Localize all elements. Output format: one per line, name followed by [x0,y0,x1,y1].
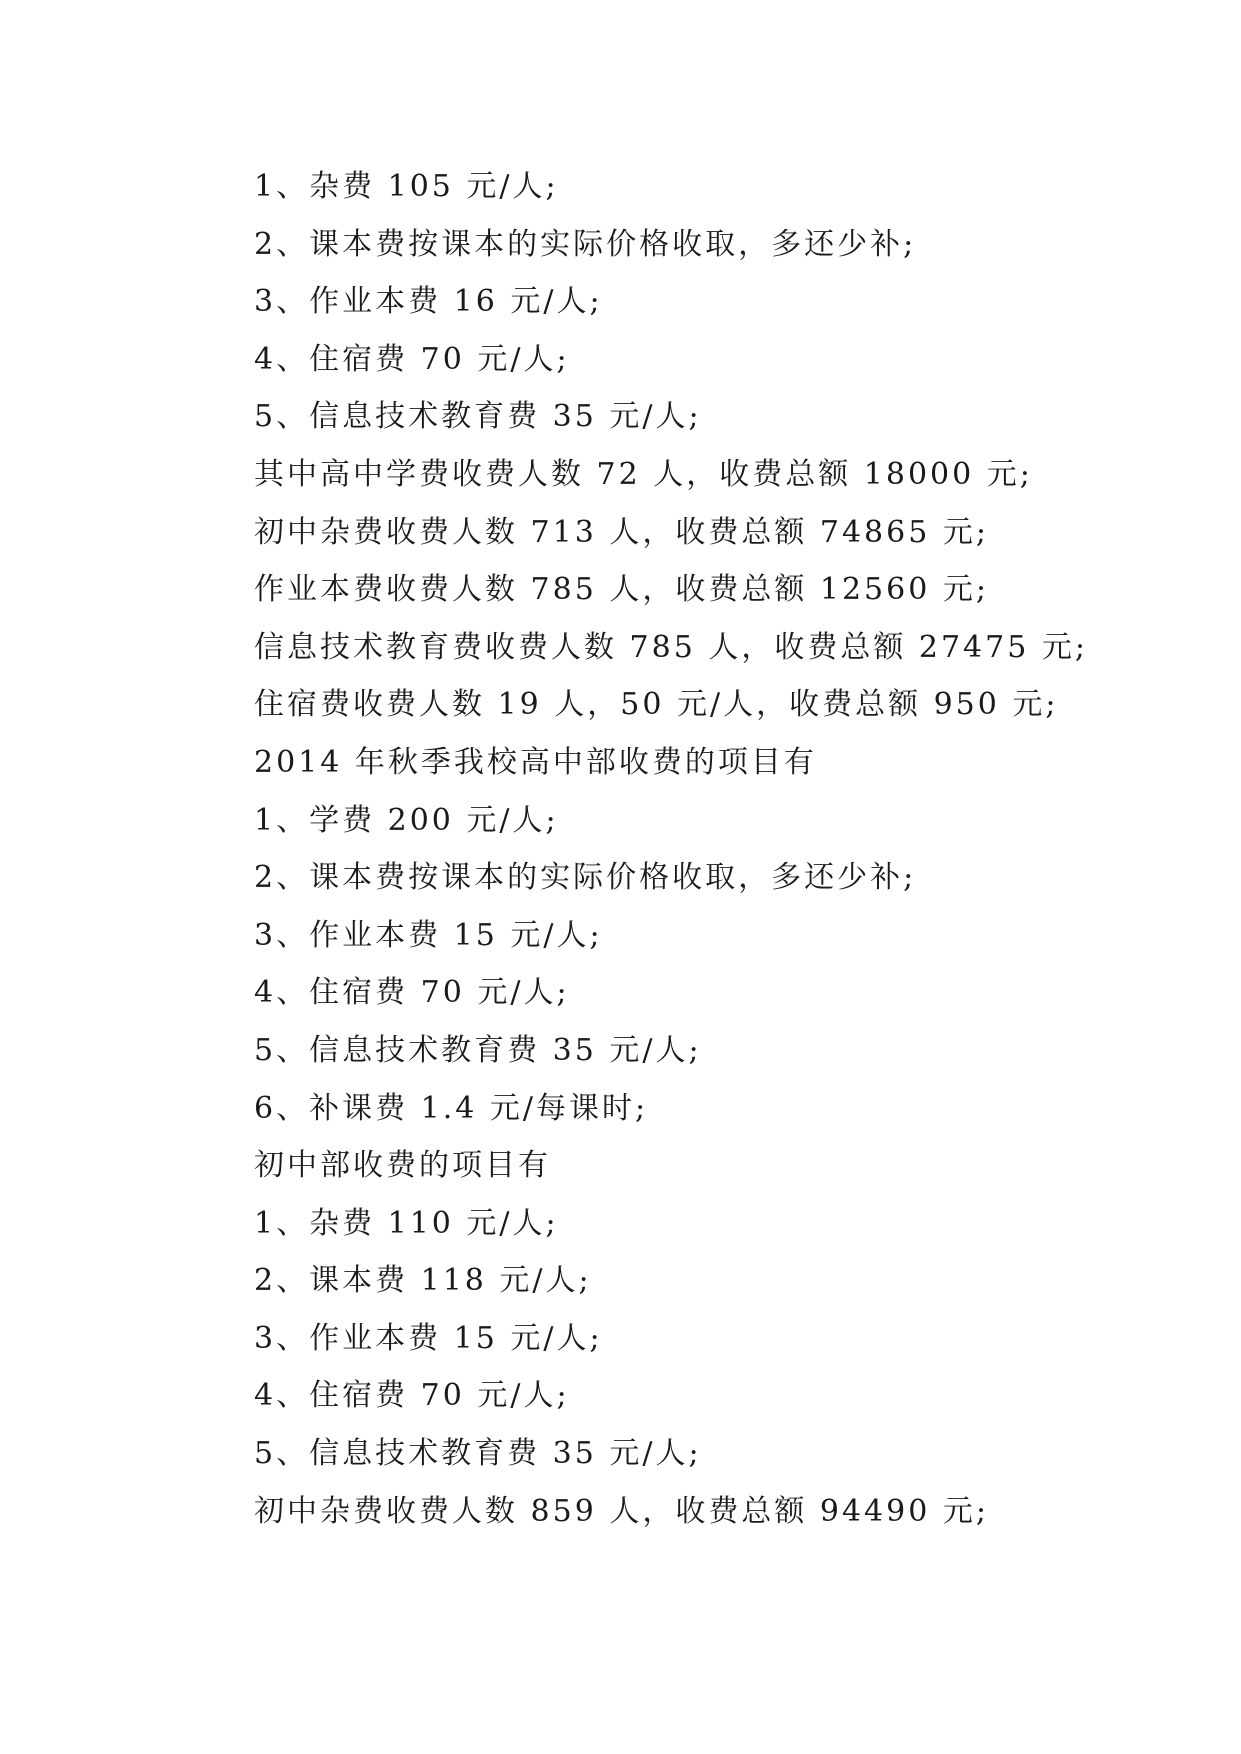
document-body [254,158,1154,1540]
text-line: 2、课本费按课本的实际价格收取，多还少补; [254,226,917,262]
text-line: 信息技术教育费收费人数 785 人，收费总额 27475 元; [254,629,1088,665]
text-line: 5、信息技术教育费 35 元/人; [254,1032,702,1068]
text-line: 1、杂费 110 元/人; [254,1205,559,1241]
text-line: 1、学费 200 元/人; [254,802,559,838]
section-heading: 2014 年秋季我校高中部收费的项目有 [254,744,817,780]
text-line: 1、杂费 105 元/人; [254,169,559,204]
text-line: 住宿费收费人数 19 人，50 元/人，收费总额 950 元; [254,687,1059,723]
text-line: 4、住宿费 70 元/人; [254,1378,570,1414]
text-line: 2、课本费按课本的实际价格收取，多还少补; [254,860,917,896]
text-line: 初中杂费收费人数 859 人，收费总额 94490 元; [254,1493,989,1529]
text-line: 3、作业本费 16 元/人; [254,284,603,320]
text-line: 2、课本费 118 元/人; [254,1263,592,1299]
section-heading: 初中部收费的项目有 [254,1148,551,1184]
text-line: 3、作业本费 15 元/人; [254,1320,603,1356]
text-line: 5、信息技术教育费 35 元/人; [254,399,702,435]
text-line: 初中杂费收费人数 713 人，收费总额 74865 元; [254,514,989,550]
text-line: 4、住宿费 70 元/人; [254,975,570,1011]
text-line: 作业本费收费人数 785 人，收费总额 12560 元; [254,572,989,608]
text-line: 其中高中学费收费人数 72 人，收费总额 18000 元; [254,456,1033,492]
text-line: 3、作业本费 15 元/人; [254,917,603,953]
text-line: 5、信息技术教育费 35 元/人; [254,1436,702,1472]
text-line: 4、住宿费 70 元/人; [254,341,570,377]
text-line: 6、补课费 1.4 元/每课时; [254,1090,649,1126]
